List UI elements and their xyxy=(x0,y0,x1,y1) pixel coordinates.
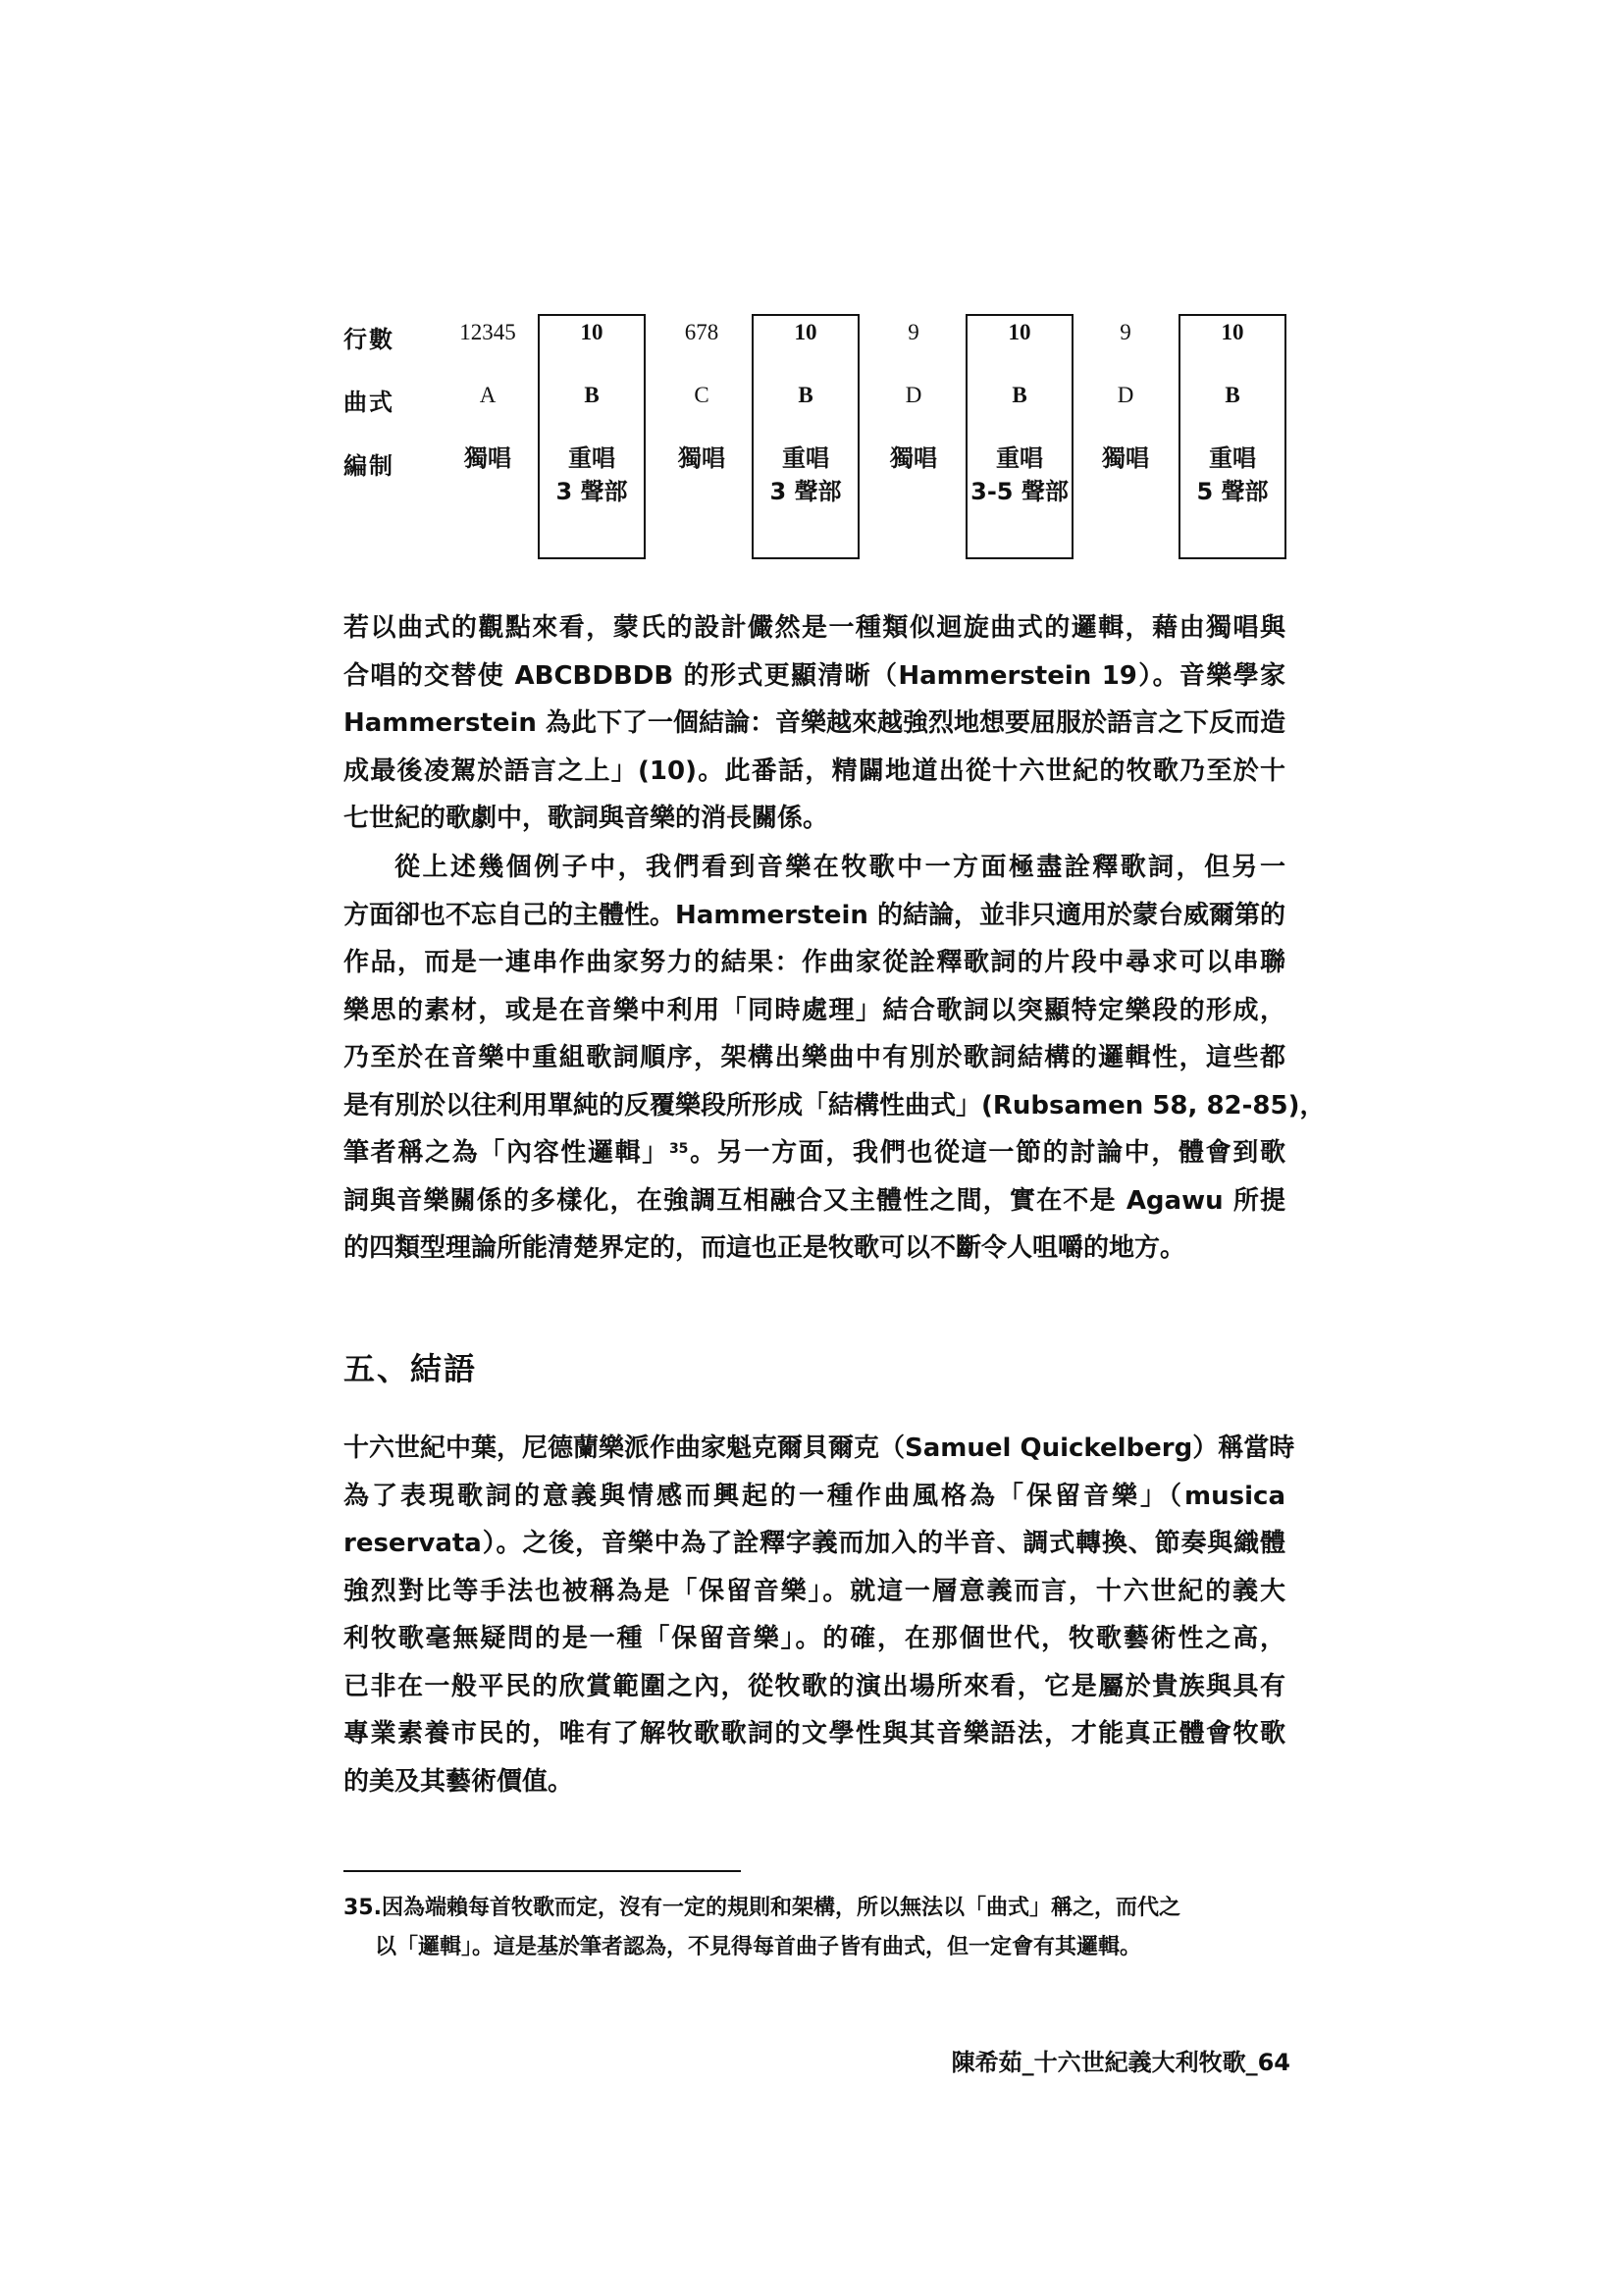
setting-text: 獨唱 xyxy=(464,444,511,472)
form-letter: B xyxy=(1012,383,1027,407)
table-column xyxy=(1072,314,1179,559)
line-number: 678 xyxy=(684,320,719,344)
setting-voices: 5 聲部 xyxy=(1196,478,1269,505)
text-line: 作品，而是一連串作曲家努力的結果：作曲家從詮釋歌詞的片段中尋求可以串聯 xyxy=(343,948,1285,977)
footnote-line: 35.因為端賴每首牧歌而定，沒有一定的規則和架構，所以無法以「曲式」稱之，而代之 xyxy=(343,1896,1180,1920)
form-letter: C xyxy=(694,383,709,407)
verse-structure-table xyxy=(0,0,1624,589)
text-line: 為了表現歌詞的意義與情感而興起的一種作曲風格為「保留音樂」（musica xyxy=(343,1481,1285,1511)
line-number: 10 xyxy=(1221,320,1244,344)
table-column xyxy=(860,314,968,559)
page-footer: 陳希茹_十六世紀義大利牧歌_64 xyxy=(951,2049,1290,2076)
line-number: 10 xyxy=(1008,320,1031,344)
table-column-boxed xyxy=(966,314,1074,559)
body-paragraph xyxy=(343,1425,1295,1805)
setting-text: 重唱 xyxy=(1209,444,1256,472)
form-letter: A xyxy=(479,383,497,407)
footnote-divider xyxy=(343,1870,741,1872)
table-column-boxed xyxy=(752,314,860,559)
text-line: 方面卻也不忘自己的主體性。Hammerstein 的結論，並非只適用於蒙台威爾第的 xyxy=(343,900,1285,930)
body-paragraph xyxy=(343,604,1285,843)
text-segment: 。另一方面，我們也從這一節的討論中，體會到歌 xyxy=(688,1138,1285,1168)
setting-text: 重唱 xyxy=(782,444,829,472)
text-line: 詞與音樂關係的多樣化，在強調互相融合又主體性之間，實在不是 Agawu 所提 xyxy=(343,1185,1285,1216)
setting-voices: 3 聲部 xyxy=(555,478,628,505)
text-line: reservata）。之後，音樂中為了詮釋字義而加入的半音、調式轉換、節奏與織體 xyxy=(343,1529,1285,1558)
text-line: 樂思的素材，或是在音樂中利用「同時處理」結合歌詞以突顯特定樂段的形成， xyxy=(343,995,1285,1025)
form-letter: D xyxy=(1117,383,1134,407)
text-line-with-footnote xyxy=(343,1129,1285,1177)
text-line: 若以曲式的觀點來看，蒙氏的設計儼然是一種類似迴旋曲式的邏輯，藉由獨唱與 xyxy=(343,613,1285,643)
setting-voices: 3-5 聲部 xyxy=(970,478,1069,505)
text-line: 乃至於在音樂中重組歌詞順序，架構出樂曲中有別於歌詞結構的邏輯性，這些都 xyxy=(343,1043,1285,1072)
line-number: 10 xyxy=(580,320,603,344)
text-line: 利牧歌毫無疑問的是一種「保留音樂」。的確，在那個世代，牧歌藝術性之高， xyxy=(343,1624,1285,1653)
form-letter: B xyxy=(1225,383,1240,407)
text-line: 合唱的交替使 ABCBDBDB 的形式更顯清晰（Hammerstein 19）。音樂學家 xyxy=(343,660,1285,691)
setting-text: 獨唱 xyxy=(890,444,937,472)
line-number: 12345 xyxy=(459,320,516,344)
footnote-line: 以「邏輯」。這是基於筆者認為，不見得每首曲子皆有曲式，但一定會有其邏輯。 xyxy=(375,1935,1142,1959)
footnote-marker[interactable]: 35 xyxy=(668,1141,689,1157)
text-line: 的四類型理論所能清楚界定的，而這也正是牧歌可以不斷令人咀嚼的地方。 xyxy=(343,1233,1186,1263)
table-column-boxed xyxy=(1179,314,1286,559)
text-line: 從上述幾個例子中，我們看到音樂在牧歌中一方面極盡詮釋歌詞，但另一 xyxy=(394,853,1285,882)
text-line: Hammerstein 為此下了一個結論：音樂越來越強烈地想要屈服於語言之下反而造 xyxy=(343,708,1285,738)
line-number: 9 xyxy=(908,320,919,344)
text-line: 強烈對比等手法也被稱為是「保留音樂」。就這一層意義而言，十六世紀的義大 xyxy=(343,1576,1285,1606)
form-letter: D xyxy=(905,383,922,407)
text-segment: 筆者稱之為「內容性邏輯」 xyxy=(343,1138,669,1168)
text-line: 已非在一般平民的欣賞範圍之內，從牧歌的演出場所來看，它是屬於貴族與具有 xyxy=(343,1671,1285,1701)
text-line: 七世紀的歌劇中，歌詞與音樂的消長關係。 xyxy=(343,804,829,833)
body-paragraph xyxy=(343,844,1326,1273)
section-heading: 五、結語 xyxy=(343,1350,478,1387)
text-line: 的美及其藝術價值。 xyxy=(343,1766,574,1797)
setting-text: 重唱 xyxy=(996,444,1043,472)
row-label-setting: 編制 xyxy=(343,452,394,480)
table-column xyxy=(648,314,756,559)
text-line: 是有別於以往利用單純的反覆樂段所形成「結構性曲式」(Rubsamen 58, 82-85)， xyxy=(343,1090,1326,1121)
setting-voices: 3 聲部 xyxy=(769,478,842,505)
line-number: 10 xyxy=(794,320,817,344)
setting-text: 獨唱 xyxy=(1102,444,1149,472)
text-line: 成最後凌駕於語言之上」(10)。此番話，精闢地道出從十六世紀的牧歌乃至於十 xyxy=(343,756,1285,786)
footnote xyxy=(343,1889,1300,1967)
text-line: 專業素養市民的，唯有了解牧歌歌詞的文學性與其音樂語法，才能真正體會牧歌 xyxy=(343,1719,1285,1748)
line-number: 9 xyxy=(1120,320,1131,344)
setting-text: 獨唱 xyxy=(678,444,725,472)
row-label-line-count: 行數 xyxy=(343,326,394,353)
row-label-form: 曲式 xyxy=(343,389,394,416)
table-column xyxy=(434,314,542,559)
form-letter: B xyxy=(584,383,600,407)
form-letter: B xyxy=(798,383,813,407)
table-column-boxed xyxy=(538,314,646,559)
text-line: 十六世紀中葉，尼德蘭樂派作曲家魁克爾貝爾克（Samuel Quickelberg）稱當時 xyxy=(343,1434,1295,1463)
setting-text: 重唱 xyxy=(568,444,615,472)
